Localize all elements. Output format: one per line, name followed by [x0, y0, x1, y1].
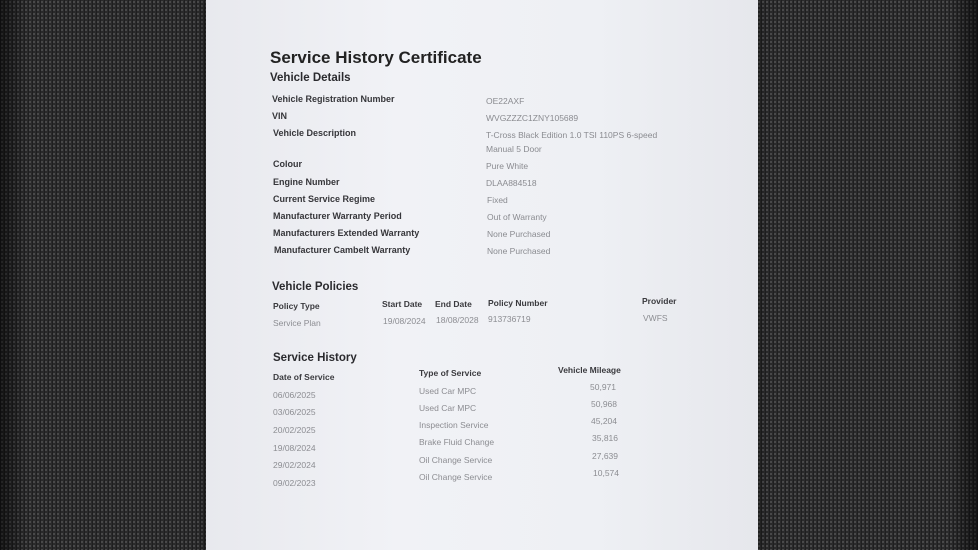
detail-label-extended-warranty: Manufacturers Extended Warranty: [273, 228, 420, 238]
detail-value-description-line2: Manual 5 Door: [486, 144, 542, 154]
history-row-1-mileage: 50,971: [590, 382, 616, 392]
detail-label-vin: VIN: [272, 111, 288, 121]
detail-value-vin: WVGZZZC1ZNY105689: [486, 113, 579, 123]
detail-label-engine: Engine Number: [273, 177, 340, 187]
history-row-4-date: 19/08/2024: [273, 443, 316, 453]
car-seat-right: [745, 0, 978, 550]
history-row-2-mileage: 50,968: [591, 399, 617, 409]
vehicle-details-heading: Vehicle Details: [270, 72, 351, 84]
car-seat-left: [0, 0, 215, 550]
detail-label-cambelt-warranty: Manufacturer Cambelt Warranty: [274, 245, 411, 255]
detail-value-service-regime: Fixed: [487, 195, 508, 205]
history-row-2-type: Used Car MPC: [419, 403, 477, 413]
policy-cell-end: 18/08/2028: [436, 315, 479, 325]
detail-label-service-regime: Current Service Regime: [273, 194, 376, 204]
detail-value-registration: OE22AXF: [486, 96, 525, 106]
detail-label-registration: Vehicle Registration Number: [272, 94, 395, 104]
policy-col-provider: Provider: [642, 296, 677, 306]
detail-value-engine: DLAA884518: [486, 178, 537, 188]
policy-cell-start: 19/08/2024: [383, 316, 426, 326]
history-col-date: Date of Service: [273, 372, 335, 382]
detail-value-warranty-period: Out of Warranty: [487, 212, 547, 222]
document-title: Service History Certificate: [270, 48, 482, 67]
history-row-6-type: Oil Change Service: [419, 472, 493, 482]
policy-cell-number: 913736719: [488, 314, 531, 324]
history-row-5-type: Oil Change Service: [419, 455, 493, 465]
detail-value-description: T-Cross Black Edition 1.0 TSI 110PS 6-speed: [486, 130, 658, 140]
detail-label-warranty-period: Manufacturer Warranty Period: [273, 211, 402, 221]
history-row-4-type: Brake Fluid Change: [419, 437, 495, 447]
history-col-type: Type of Service: [419, 368, 482, 378]
history-row-4-mileage: 35,816: [592, 433, 618, 443]
history-row-6-mileage: 10,574: [593, 468, 619, 478]
detail-value-cambelt-warranty: None Purchased: [487, 246, 551, 256]
history-row-5-mileage: 27,639: [592, 451, 618, 461]
policy-cell-provider: VWFS: [643, 313, 668, 323]
history-row-3-mileage: 45,204: [591, 416, 617, 426]
history-row-3-type: Inspection Service: [419, 420, 489, 430]
history-row-3-date: 20/02/2025: [273, 425, 316, 435]
certificate-sheet: [206, 0, 758, 550]
detail-value-extended-warranty: None Purchased: [487, 229, 551, 239]
policy-col-start: Start Date: [382, 299, 423, 309]
vehicle-policies-heading: Vehicle Policies: [272, 281, 359, 293]
detail-label-colour: Colour: [273, 159, 302, 169]
detail-value-colour: Pure White: [486, 161, 529, 171]
history-row-1-type: Used Car MPC: [419, 386, 477, 396]
service-history-heading: Service History: [273, 352, 357, 364]
history-row-2-date: 03/06/2025: [273, 407, 316, 417]
history-row-1-date: 06/06/2025: [273, 390, 316, 400]
policy-col-type: Policy Type: [273, 301, 320, 311]
policy-cell-type: Service Plan: [273, 318, 321, 328]
history-row-6-date: 09/02/2023: [273, 478, 316, 488]
history-col-mileage: Vehicle Mileage: [558, 365, 621, 375]
policy-col-end: End Date: [435, 299, 472, 309]
policy-col-number: Policy Number: [488, 298, 548, 308]
detail-label-description: Vehicle Description: [273, 128, 357, 138]
history-row-5-date: 29/02/2024: [273, 460, 316, 470]
